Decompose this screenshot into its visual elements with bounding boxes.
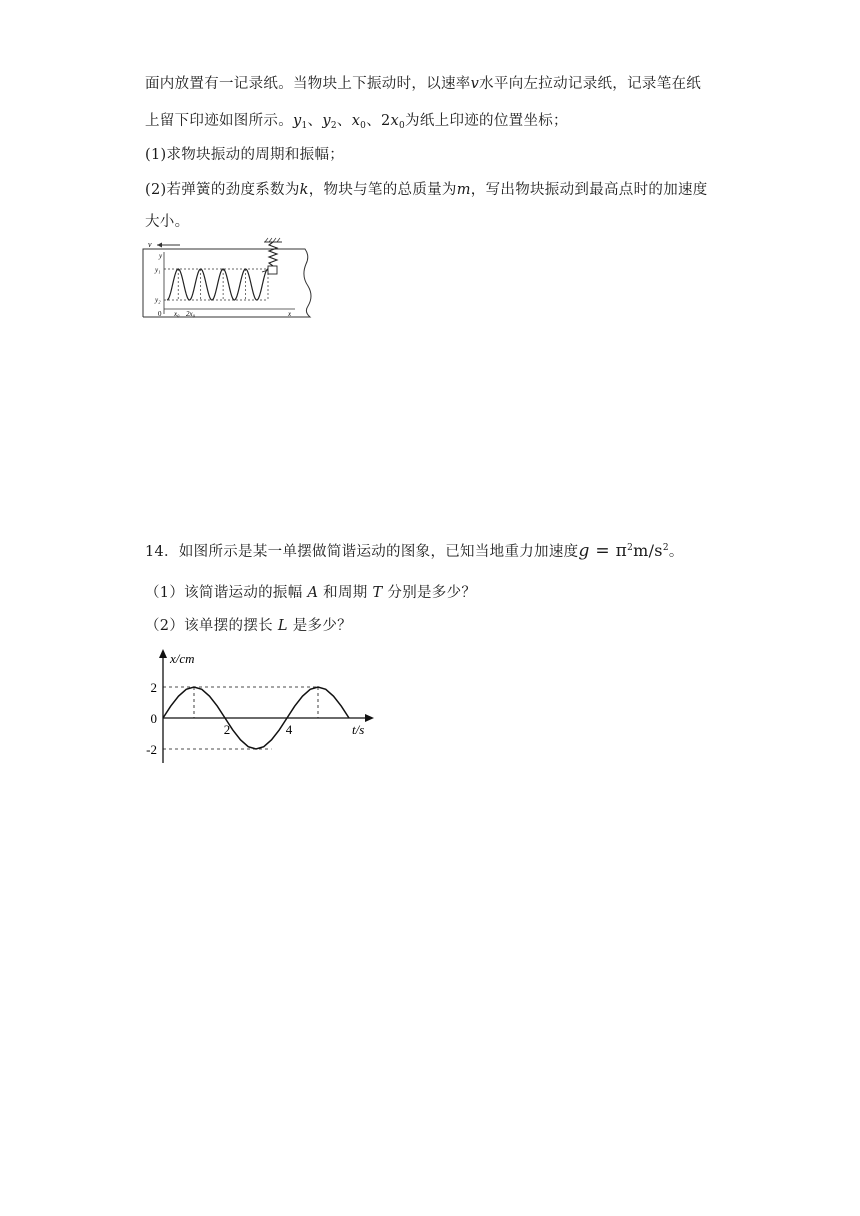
q13-x-label: x bbox=[288, 310, 292, 318]
arrow-left-icon bbox=[157, 243, 162, 248]
q14-end: 。 bbox=[668, 544, 684, 560]
var-A: A bbox=[307, 585, 319, 601]
var-m: m bbox=[456, 182, 471, 198]
var-L: L bbox=[277, 618, 288, 634]
x-tick-label-4: 4 bbox=[285, 722, 293, 737]
q13-2x0-label: 2x₀ bbox=[186, 310, 196, 318]
q14-line1-text: 如图所示是某一单摆做简谐运动的图象，已知当地重力加速度 bbox=[178, 544, 579, 560]
y-tick-label-2: 2 bbox=[150, 680, 157, 695]
q13-line-1 bbox=[145, 72, 701, 93]
q13-sub2-text-b: ，物块与笔的总质量为 bbox=[308, 182, 457, 198]
q13-line2-text-b: 为纸上印迹的位置坐标； bbox=[405, 113, 568, 129]
q14-sub2 bbox=[145, 614, 352, 635]
x-axis-label: t/s bbox=[352, 722, 365, 737]
q14-sub1 bbox=[145, 581, 476, 602]
q14-sub1-text-a: （1）该简谐运动的振幅 bbox=[145, 585, 303, 601]
q13-sub2-text-c: ，写出物块振动到最高点时的加速度 bbox=[470, 182, 708, 198]
sep: 、 bbox=[336, 113, 352, 129]
q14-sub1-text-b: 和周期 bbox=[323, 585, 368, 601]
q14-line-1 bbox=[145, 540, 684, 561]
q14-eq: = π bbox=[589, 541, 628, 561]
var-y2: y bbox=[322, 113, 331, 129]
sep: 、 bbox=[307, 113, 323, 129]
spring-icon bbox=[269, 242, 277, 266]
q14-unit: m/s bbox=[633, 541, 663, 560]
q13-sub1: (1)求物块振动的周期和振幅； bbox=[145, 147, 345, 163]
sep: 、2 bbox=[366, 113, 391, 129]
q13-line-2 bbox=[145, 109, 568, 131]
q13-line1-text-a: 面内放置有一记录纸。当物块上下振动时，以速率 bbox=[145, 76, 471, 92]
y-axis-arrow-icon bbox=[159, 649, 167, 658]
q13-sub2-text-a: (2)若弹簧的劲度系数为 bbox=[145, 182, 300, 198]
q13-line2-text-a: 上留下印迹如图所示。 bbox=[145, 113, 293, 129]
var-2x0-sub: 0 bbox=[399, 121, 406, 131]
q13-y2-label: y₂ bbox=[155, 296, 161, 304]
q13-wave-trace bbox=[167, 269, 268, 300]
q13-x0-label: x₀ bbox=[174, 310, 180, 318]
var-2x0: x bbox=[390, 113, 400, 129]
q14-chart bbox=[140, 645, 390, 770]
block-icon bbox=[268, 266, 277, 274]
q13-sub2-line1 bbox=[145, 178, 708, 199]
x-tick-label-2: 2 bbox=[223, 722, 231, 737]
var-v: v bbox=[470, 76, 480, 92]
q13-y-label: y bbox=[159, 252, 163, 260]
x-axis-arrow-icon bbox=[365, 714, 374, 722]
var-y2-sub: 2 bbox=[330, 121, 337, 131]
q13-sub2-line2: 大小。 bbox=[145, 214, 190, 230]
var-T: T bbox=[372, 585, 383, 601]
q14-sub2-text-a: （2）该单摆的摆长 bbox=[145, 618, 273, 634]
q14-number: 14． bbox=[145, 544, 179, 560]
q14-unit-sup: 2 bbox=[662, 543, 669, 553]
q13-y1-label: y₁ bbox=[155, 266, 161, 274]
q14-sub2-text-b: 是多少？ bbox=[292, 618, 352, 634]
pen-icon bbox=[262, 270, 268, 272]
q13-v-label: v bbox=[148, 240, 152, 249]
q13-figure bbox=[140, 236, 320, 321]
q13-line1-text-b: 水平向左拉动记录纸，记录笔在纸 bbox=[479, 76, 702, 92]
var-y1: y bbox=[293, 113, 302, 129]
q14-sub1-text-c: 分别是多少？ bbox=[387, 585, 477, 601]
var-g: g bbox=[578, 541, 590, 561]
var-y1-sub: 1 bbox=[301, 121, 308, 131]
paper-outline bbox=[143, 249, 311, 317]
y-tick-label-0: 0 bbox=[150, 711, 157, 726]
y-axis-label: x/cm bbox=[170, 651, 195, 666]
var-x0-sub: 0 bbox=[360, 121, 367, 131]
q13-origin: 0 bbox=[158, 310, 162, 318]
var-k: k bbox=[299, 182, 309, 198]
y-tick-label--2: -2 bbox=[146, 742, 157, 757]
var-x0: x bbox=[351, 113, 361, 129]
q14-sup: 2 bbox=[627, 543, 634, 553]
